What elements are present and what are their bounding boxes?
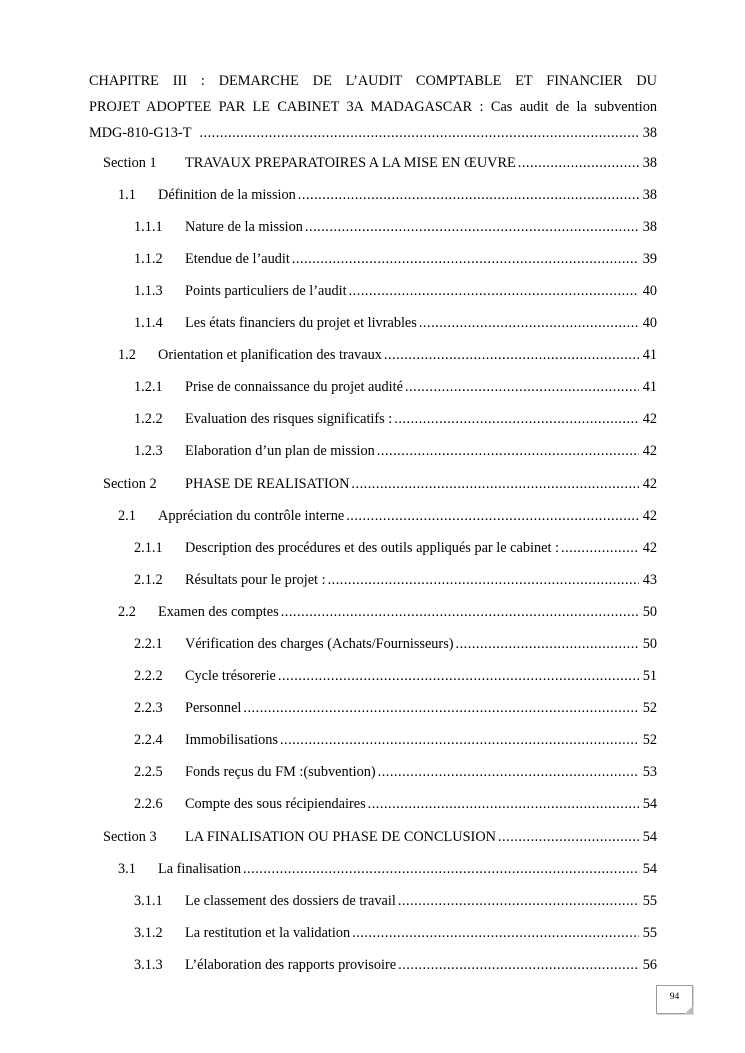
toc-entry-title: Description des procédures et des outils appliqués par le cabinet : xyxy=(185,540,559,556)
dot-leader xyxy=(377,441,639,461)
toc-entry-number: 2.2.3 xyxy=(134,700,163,716)
toc-entry[interactable] xyxy=(134,794,657,814)
chapter-title-line-1: CHAPITRE III : DEMARCHE DE L’AUDIT COMPTABLE ET FINANCIER DU xyxy=(89,73,657,89)
toc-entry-page: 43 xyxy=(642,572,657,588)
toc-entry[interactable] xyxy=(134,570,657,590)
toc-entry-title: Evaluation des risques significatifs : xyxy=(185,411,393,427)
toc-entry-title: Prise de connaissance du projet audité xyxy=(185,379,403,395)
toc-entry-title: LA FINALISATION OU PHASE DE CONCLUSION xyxy=(185,829,496,845)
toc-entry[interactable] xyxy=(134,409,657,429)
dot-leader xyxy=(349,281,639,301)
dot-leader xyxy=(405,377,639,397)
chapter-title-end: MDG-810-G13-T xyxy=(89,125,192,141)
toc-entry-page: 55 xyxy=(642,925,657,941)
toc-entry-page: 52 xyxy=(642,700,657,716)
toc-entry-number: 2.1 xyxy=(118,508,136,524)
toc-entry-page: 52 xyxy=(642,732,657,748)
chapter-title-line-2: PROJET ADOPTEE PAR LE CABINET 3A MADAGASCAR : Cas audit de la subvention xyxy=(89,99,657,115)
toc-entry[interactable] xyxy=(134,634,657,654)
toc-entry-number: Section 2 xyxy=(103,476,157,492)
toc-entry-title: Etendue de l’audit xyxy=(185,251,290,267)
toc-entry-number: 1.1.4 xyxy=(134,315,163,331)
toc-entry-page: 38 xyxy=(642,187,657,203)
chapter-title-line-3 xyxy=(89,120,657,146)
toc-entry-title: Vérification des charges (Achats/Fournisseurs) xyxy=(185,636,454,652)
toc-entry-number: 1.1 xyxy=(118,187,136,203)
toc-entry-number: 1.1.3 xyxy=(134,283,163,299)
toc-entry-title: La restitution et la validation xyxy=(185,925,351,941)
toc-section-entry[interactable] xyxy=(103,474,657,494)
toc-entry-title: Points particuliers de l’audit xyxy=(185,283,347,299)
dot-leader xyxy=(243,859,639,879)
dot-leader xyxy=(384,345,639,365)
dot-leader xyxy=(280,730,639,750)
toc-entry-title: Le classement des dossiers de travail xyxy=(185,893,396,909)
toc-entry-page: 55 xyxy=(642,893,657,909)
toc-entry-number: Section 3 xyxy=(103,829,157,845)
toc-entry-title: Nature de la mission xyxy=(185,219,303,235)
toc-entry-page: 54 xyxy=(642,796,657,812)
toc-entry-page: 54 xyxy=(642,829,657,845)
toc-entry-number: 1.2.2 xyxy=(134,411,163,427)
dot-leader xyxy=(378,762,639,782)
toc-entry[interactable] xyxy=(134,955,657,975)
toc-entry[interactable] xyxy=(134,538,657,558)
page-curl-icon xyxy=(685,1006,693,1014)
toc-entry-title: Elaboration d’un plan de mission xyxy=(185,443,375,459)
page-number: 94 xyxy=(669,992,680,1002)
toc-entry[interactable] xyxy=(134,698,657,718)
toc-entry-page: 42 xyxy=(642,443,657,459)
dot-leader xyxy=(281,602,639,622)
toc-entry-number: 1.2.1 xyxy=(134,379,163,395)
toc-entry-page: 40 xyxy=(642,315,657,331)
dot-leader xyxy=(398,891,639,911)
toc-entry[interactable] xyxy=(134,281,657,301)
toc-entry-title: Résultats pour le projet : xyxy=(185,572,326,588)
toc-entry-page: 53 xyxy=(642,764,657,780)
toc-entry-number: 2.2.2 xyxy=(134,668,163,684)
toc-section-entry[interactable] xyxy=(103,827,657,847)
toc-entry[interactable] xyxy=(134,377,657,397)
toc-entry-page: 50 xyxy=(642,604,657,620)
toc-entry-number: 2.2.4 xyxy=(134,732,163,748)
toc-entry-title: Fonds reçus du FM :(subvention) xyxy=(185,764,376,780)
toc-entry-page: 41 xyxy=(642,379,657,395)
toc-entry-number: 1.2.3 xyxy=(134,443,163,459)
toc-entry-page: 42 xyxy=(642,411,657,427)
toc-entry-page: 42 xyxy=(642,540,657,556)
dot-leader xyxy=(292,249,639,269)
toc-entry[interactable] xyxy=(134,249,657,269)
toc-entry[interactable] xyxy=(118,602,657,622)
dot-leader xyxy=(368,794,639,814)
toc-entry-page: 42 xyxy=(642,476,657,492)
dot-leader xyxy=(199,120,639,146)
toc-entry[interactable] xyxy=(134,923,657,943)
toc-section-entry[interactable] xyxy=(103,153,657,173)
dot-leader xyxy=(561,538,639,558)
toc-entry[interactable] xyxy=(134,666,657,686)
toc-entry[interactable] xyxy=(134,762,657,782)
toc-entry-page: 40 xyxy=(642,283,657,299)
dot-leader xyxy=(278,666,639,686)
chapter-page-number: 38 xyxy=(642,125,657,141)
toc-entry-title: Appréciation du contrôle interne xyxy=(158,508,345,524)
toc-entry[interactable] xyxy=(134,313,657,333)
toc-entry-number: 2.2.6 xyxy=(134,796,163,812)
toc-entry-number: 2.2.1 xyxy=(134,636,163,652)
toc-entry-title: PHASE DE REALISATION xyxy=(185,476,350,492)
toc-entry-number: 3.1.1 xyxy=(134,893,163,909)
toc-entry-title: Immobilisations xyxy=(185,732,278,748)
dot-leader xyxy=(398,955,639,975)
toc-entry[interactable] xyxy=(118,506,657,526)
toc-entry[interactable] xyxy=(134,217,657,237)
toc-entry-title: Examen des comptes xyxy=(158,604,279,620)
toc-entry-title: Les états financiers du projet et livrables xyxy=(185,315,417,331)
toc-entry[interactable] xyxy=(118,345,657,365)
toc-entry-number: 2.2 xyxy=(118,604,136,620)
toc-entry-number: 2.1.2 xyxy=(134,572,163,588)
toc-entry-title: TRAVAUX PREPARATOIRES A LA MISE EN ŒUVRE xyxy=(185,155,516,171)
toc-entry-number: 3.1 xyxy=(118,861,136,877)
toc-entry-number: 2.1.1 xyxy=(134,540,163,556)
toc-entry-page: 50 xyxy=(642,636,657,652)
toc-entry-number: 3.1.3 xyxy=(134,957,163,973)
toc-entry[interactable] xyxy=(134,441,657,461)
toc-entry[interactable] xyxy=(134,891,657,911)
toc-entry-title: L’élaboration des rapports provisoire xyxy=(185,957,397,973)
toc-entry-number: 1.1.1 xyxy=(134,219,163,235)
page-number-box xyxy=(656,985,693,1014)
toc-entry-page: 56 xyxy=(642,957,657,973)
toc-entry[interactable] xyxy=(134,730,657,750)
toc-entry-page: 38 xyxy=(642,219,657,235)
dot-leader xyxy=(305,217,639,237)
toc-entry-number: Section 1 xyxy=(103,155,157,171)
toc-entry-number: 1.1.2 xyxy=(134,251,163,267)
dot-leader xyxy=(346,506,639,526)
toc-entry-number: 3.1.2 xyxy=(134,925,163,941)
toc-entry-number: 1.2 xyxy=(118,347,136,363)
toc-entry-page: 41 xyxy=(642,347,657,363)
dot-leader xyxy=(456,634,639,654)
toc-entry-title: La finalisation xyxy=(158,861,241,877)
dot-leader xyxy=(419,313,639,333)
dot-leader xyxy=(243,698,639,718)
dot-leader xyxy=(328,570,639,590)
toc-entry-title: Définition de la mission xyxy=(158,187,296,203)
dot-leader xyxy=(351,474,639,494)
toc-entry-title: Orientation et planification des travaux xyxy=(158,347,382,363)
toc-entry-title: Compte des sous récipiendaires xyxy=(185,796,366,812)
dot-leader xyxy=(498,827,639,847)
dot-leader xyxy=(394,409,639,429)
dot-leader xyxy=(352,923,639,943)
toc-entry-title: Cycle trésorerie xyxy=(185,668,276,684)
dot-leader xyxy=(298,185,639,205)
toc-entry-page: 54 xyxy=(642,861,657,877)
toc-entry-page: 39 xyxy=(642,251,657,267)
toc-entry-number: 2.2.5 xyxy=(134,764,163,780)
toc-entry-title: Personnel xyxy=(185,700,242,716)
dot-leader xyxy=(518,153,639,173)
toc-entry-page: 51 xyxy=(642,668,657,684)
toc-entry-page: 38 xyxy=(642,155,657,171)
toc-chapter-entry[interactable] xyxy=(89,68,657,146)
toc-entry-page: 42 xyxy=(642,508,657,524)
toc-entry[interactable] xyxy=(118,859,657,879)
toc-entry[interactable] xyxy=(118,185,657,205)
